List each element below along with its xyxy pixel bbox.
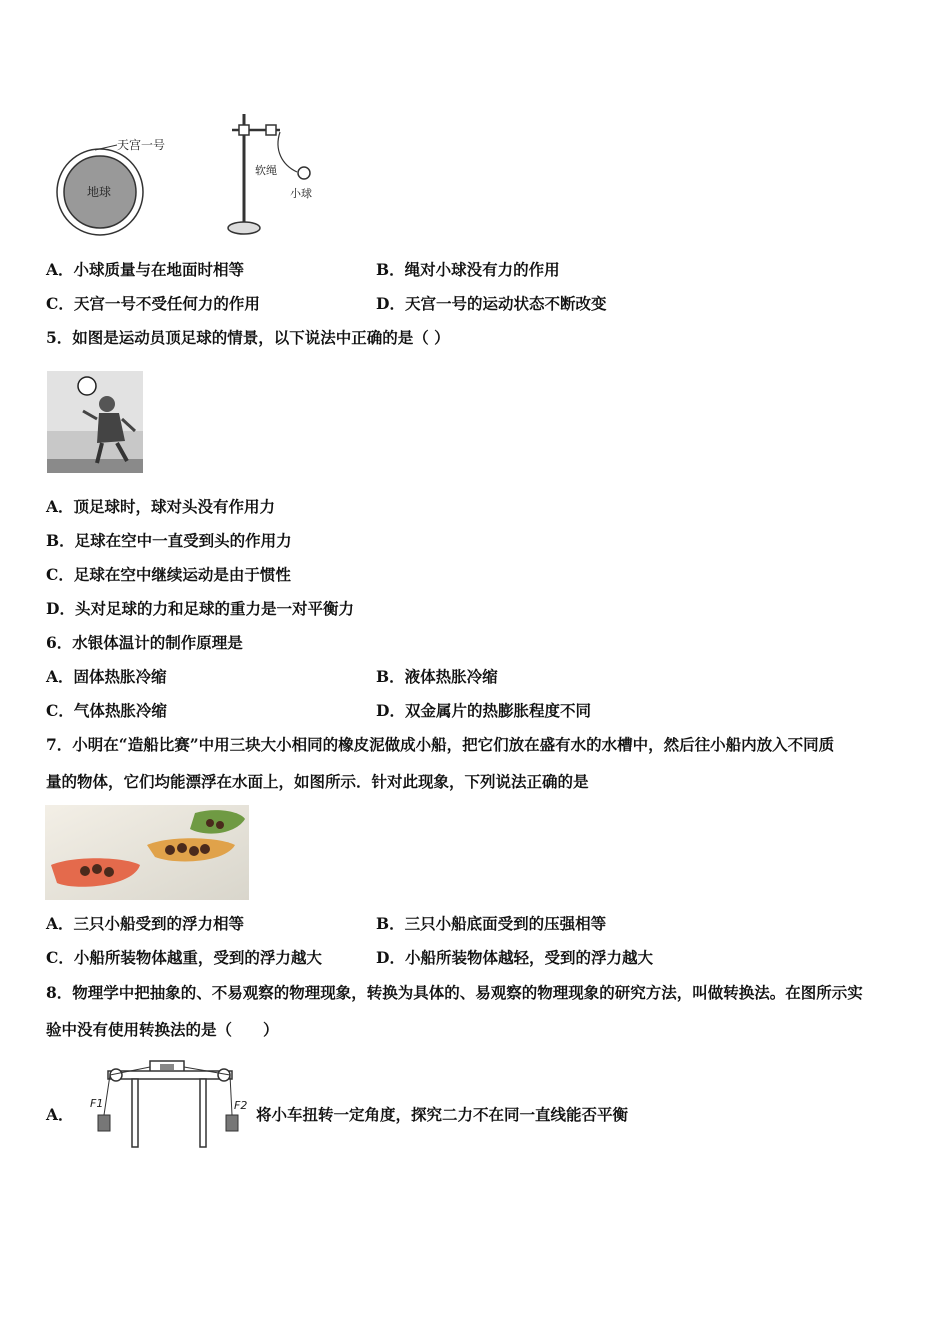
earth-orbit-figure [55, 132, 185, 242]
q8-option-a-text: 将小车扭转一定角度，探究二力不在同一直线能否平衡 [256, 1105, 629, 1124]
q4-option-d: D．天宫一号的运动状态不断改变 [376, 294, 607, 313]
q7-option-a: A．三只小船受到的浮力相等 [46, 914, 245, 933]
f2-label: F2 [234, 1099, 248, 1112]
q5-option-d: D．头对足球的力和足球的重力是一对平衡力 [46, 599, 354, 618]
q5-option-c: C．足球在空中继续运动是由于惯性 [46, 565, 291, 584]
q5-option-a: A．顶足球时，球对头没有作用力 [46, 497, 276, 516]
q4-option-a: A．小球质量与在地面时相等 [46, 260, 245, 279]
q5-option-b: B．足球在空中一直受到头的作用力 [46, 531, 292, 550]
header-photo [47, 371, 143, 473]
force-balance-apparatus [88, 1057, 248, 1152]
q6-option-c: C．气体热胀冷缩 [46, 701, 167, 720]
q7-stem-line1: 7．小明在“造船比赛”中用三块大小相同的橡皮泥做成小船，把它们放在盛有水的水槽中，然后往小船内放入不同质 [46, 735, 835, 754]
q7-option-b: B．三只小船底面受到的压强相等 [376, 914, 607, 933]
q6-option-d: D．双金属片的热膨胀程度不同 [376, 701, 591, 720]
q4-option-c: C．天宫一号不受任何力的作用 [46, 294, 260, 313]
q8-stem-line1: 8．物理学中把抽象的、不易观察的物理现象，转换为具体的、易观察的物理现象的研究方法，叫做转换法。在图所示实 [46, 983, 863, 1002]
q5-stem: 5．如图是运动员顶足球的情景，以下说法中正确的是（ ） [46, 328, 450, 347]
f1-label: F1 [90, 1097, 104, 1110]
q7-stem-line2: 量的物体，它们均能漂浮在水面上，如图所示．针对此现象，下列说法正确的是 [46, 772, 589, 791]
ball-label: 小球 [290, 187, 312, 200]
q4-option-b: B．绳对小球没有力的作用 [376, 260, 560, 279]
q8-stem-line2: 验中没有使用转换法的是（ ） [46, 1020, 279, 1039]
q6-option-a: A．固体热胀冷缩 [46, 667, 167, 686]
rope-label: 软绳 [255, 164, 277, 177]
q6-stem: 6．水银体温计的制作原理是 [46, 633, 243, 652]
q8-option-a-letter: A． [46, 1105, 74, 1124]
q7-option-d: D．小船所装物体越轻，受到的浮力越大 [376, 948, 653, 967]
station-label: 天宫一号 [117, 138, 166, 152]
stand-ball-figure [222, 110, 322, 242]
q6-option-b: B．液体热胀冷缩 [376, 667, 498, 686]
earth-label: 地球 [87, 185, 112, 199]
q7-option-c: C．小船所装物体越重，受到的浮力越大 [46, 948, 322, 967]
clay-boats-photo [45, 805, 249, 900]
